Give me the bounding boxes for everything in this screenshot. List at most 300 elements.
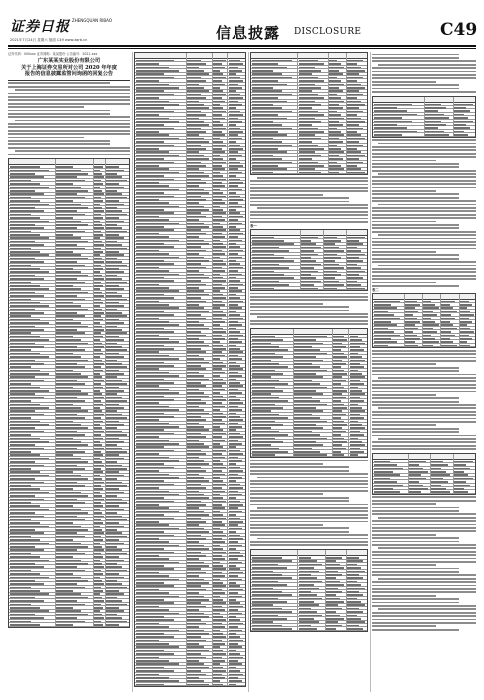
table-cell — [326, 571, 337, 573]
table-cell — [324, 247, 339, 249]
table-cell — [213, 484, 226, 486]
table-cell — [252, 114, 278, 116]
table-cell — [213, 250, 221, 252]
table-cell — [347, 131, 356, 133]
table-cell — [350, 400, 364, 402]
table-cell — [94, 214, 101, 216]
table-cell — [136, 677, 169, 679]
table-cell — [10, 492, 49, 494]
table-cell — [56, 326, 89, 328]
text-line — [372, 448, 476, 450]
table-cell — [213, 60, 226, 62]
table-cell — [56, 502, 85, 504]
table-cell — [187, 443, 204, 445]
table-cell — [213, 84, 225, 86]
table-cell — [136, 663, 179, 665]
table-cell — [136, 426, 179, 428]
table-cell — [187, 240, 204, 242]
text-line — [372, 251, 436, 253]
table-cell — [94, 427, 102, 429]
table-cell — [187, 613, 204, 615]
table-cell — [229, 524, 239, 526]
table-cell — [10, 299, 31, 301]
table-cell — [187, 162, 202, 164]
table-cell — [252, 598, 278, 600]
table-cell — [229, 263, 240, 265]
table-cell — [347, 277, 363, 279]
table-cell — [229, 294, 237, 296]
table-cell — [187, 158, 209, 160]
table-cell — [136, 97, 159, 99]
table-cell — [136, 592, 169, 594]
table-cell — [350, 360, 366, 362]
table-cell — [94, 617, 104, 619]
table-cell — [252, 397, 279, 399]
table-cell — [187, 497, 209, 499]
text-line — [250, 184, 368, 186]
table-cell — [329, 155, 339, 157]
table-cell — [324, 288, 337, 290]
table-cell — [187, 460, 204, 462]
table-cell — [10, 295, 44, 297]
table-cell — [229, 457, 239, 459]
table-cell — [213, 667, 223, 669]
table-cell — [136, 114, 159, 116]
table-cell — [10, 282, 31, 284]
table-cell — [94, 234, 103, 236]
table-cell — [229, 541, 239, 543]
table-cell — [56, 244, 77, 246]
table-cell — [213, 118, 225, 120]
table-cell — [441, 318, 455, 320]
text-line — [372, 193, 459, 195]
table-cell — [10, 624, 40, 626]
table-cell — [213, 365, 226, 367]
table-cell — [187, 345, 209, 347]
table-cell — [94, 563, 102, 565]
table-cell — [187, 348, 202, 350]
table-cell — [187, 677, 199, 679]
table-cell — [106, 614, 117, 616]
table-cell — [460, 307, 467, 309]
table-cell — [56, 190, 89, 192]
table-cell — [94, 451, 101, 453]
text-line — [378, 143, 476, 145]
table-cell — [94, 248, 101, 250]
table-cell — [187, 165, 207, 167]
table-cell — [229, 182, 244, 184]
table-cell — [56, 227, 77, 229]
table-cell — [106, 275, 117, 277]
table-cell — [213, 368, 221, 370]
table-cell — [252, 363, 279, 365]
table-cell — [294, 421, 328, 423]
table-cell — [187, 463, 209, 465]
text-line — [372, 605, 476, 607]
table-cell — [326, 588, 337, 590]
table-cell — [56, 434, 85, 436]
table-cell — [252, 274, 284, 276]
table-cell — [213, 138, 220, 140]
table-cell — [347, 560, 363, 562]
text-line — [372, 418, 476, 420]
table-cell — [94, 305, 99, 307]
table-cell — [252, 560, 291, 562]
table-cell — [94, 499, 104, 501]
table-cell — [460, 314, 474, 316]
text-line — [257, 538, 368, 540]
table-cell — [106, 221, 124, 223]
table-cell — [10, 248, 31, 250]
table-cell — [56, 617, 77, 619]
table-cell — [299, 588, 320, 590]
table-cell — [136, 385, 159, 387]
table-cell — [187, 474, 199, 476]
table-cell — [213, 80, 221, 82]
table-cell — [229, 351, 244, 353]
table-cell — [10, 278, 44, 280]
table-cell — [187, 653, 202, 655]
table-cell — [213, 657, 221, 659]
text-line — [372, 248, 476, 250]
table-cell — [333, 339, 347, 341]
table-cell — [106, 604, 126, 606]
table-cell — [252, 247, 279, 249]
table-cell — [187, 270, 199, 272]
table-cell — [106, 471, 119, 473]
text-line — [372, 411, 476, 413]
text-line — [372, 524, 476, 526]
table-cell — [229, 419, 244, 421]
table-cell — [56, 356, 81, 358]
table-cell — [56, 319, 73, 321]
table-cell — [333, 400, 340, 402]
table-cell — [229, 314, 240, 316]
title-line: 广东某某实业股份有限公司 — [37, 58, 101, 64]
table-cell — [454, 131, 464, 133]
text-line — [250, 303, 323, 305]
table-cell — [10, 265, 31, 267]
table-cell — [329, 141, 343, 143]
table-cell — [350, 390, 362, 392]
table-cell — [94, 200, 103, 202]
masthead — [8, 8, 476, 48]
table-cell — [329, 148, 341, 150]
body-text-block — [250, 293, 368, 325]
table-cell — [187, 250, 207, 252]
text-line — [372, 571, 459, 573]
table-cell — [106, 315, 126, 317]
text-line — [250, 197, 349, 199]
table-cell — [329, 151, 345, 153]
table-cell — [136, 545, 179, 547]
table-cell — [106, 610, 124, 612]
table-cell — [252, 360, 271, 362]
table-cell — [187, 107, 209, 109]
text-line — [372, 537, 459, 539]
table-cell — [252, 451, 287, 453]
table-cell — [136, 463, 164, 465]
table-cell — [229, 60, 240, 62]
table-cell — [423, 345, 433, 347]
text-line — [372, 507, 459, 509]
table-cell — [136, 294, 164, 296]
text-line — [250, 487, 368, 489]
table-cell — [329, 101, 345, 103]
table-cell — [252, 145, 291, 147]
table-cell — [94, 204, 99, 206]
table-cell — [347, 134, 361, 136]
table-cell — [294, 387, 328, 389]
table-cell — [213, 284, 221, 286]
table-cell — [106, 309, 117, 311]
table-cell — [106, 265, 126, 267]
table-cell — [299, 567, 314, 569]
table-cell — [106, 217, 119, 219]
table-cell — [136, 474, 169, 476]
table-cell — [136, 606, 159, 608]
table-cell — [347, 90, 358, 92]
table-cell — [10, 363, 44, 365]
table-row — [373, 344, 475, 347]
text-line — [372, 160, 436, 162]
table-cell — [187, 151, 199, 153]
text-line — [250, 480, 368, 482]
table-cell — [454, 488, 464, 490]
table-cell — [10, 204, 49, 206]
table-cell — [106, 543, 124, 545]
table-cell — [252, 346, 279, 348]
table-cell — [213, 389, 225, 391]
table-cell — [347, 77, 363, 79]
table-cell — [374, 324, 397, 326]
table-cell — [10, 166, 40, 168]
table-cell — [94, 590, 103, 592]
table-cell — [213, 653, 226, 655]
table-cell — [136, 155, 179, 157]
table-cell — [187, 480, 209, 482]
table-cell — [136, 270, 169, 272]
table-cell — [229, 348, 240, 350]
table-cell — [329, 168, 345, 170]
table-cell — [213, 101, 225, 103]
table-cell — [136, 396, 164, 398]
table-cell — [213, 372, 225, 374]
table-cell — [213, 202, 225, 204]
table-cell — [229, 558, 239, 560]
table-cell — [347, 121, 365, 123]
table-cell — [229, 280, 240, 282]
body-text-block — [372, 496, 476, 630]
table-cell — [106, 166, 119, 168]
table-cell — [56, 234, 73, 236]
table-cell — [350, 444, 366, 446]
table-cell — [94, 526, 99, 528]
text-line — [250, 296, 368, 298]
table-cell — [347, 588, 365, 590]
table-cell — [329, 87, 339, 89]
table-cell — [454, 471, 464, 473]
table-cell — [56, 458, 81, 460]
table-cell — [213, 528, 220, 530]
table-cell — [136, 328, 164, 330]
table-cell — [252, 90, 282, 92]
table-cell — [94, 465, 104, 467]
body-text-block — [372, 139, 476, 287]
table-cell — [106, 271, 124, 273]
table-cell — [106, 180, 126, 182]
table-cell — [454, 481, 466, 483]
table-cell — [213, 413, 223, 415]
text-line — [372, 271, 476, 273]
table-cell — [460, 341, 467, 343]
table-cell — [187, 470, 207, 472]
table-cell — [106, 258, 117, 260]
table-cell — [213, 568, 226, 570]
text-line — [372, 176, 476, 178]
text-line — [372, 363, 436, 365]
text-line — [372, 500, 476, 502]
text-line — [250, 218, 368, 220]
text-line — [372, 74, 476, 76]
table-cell — [333, 346, 345, 348]
table-cell — [213, 260, 223, 262]
text-line — [372, 622, 476, 624]
table-cell — [229, 165, 244, 167]
table-cell — [423, 304, 435, 306]
table-cell — [229, 406, 239, 408]
table-cell — [252, 356, 283, 358]
table-cell — [10, 336, 40, 338]
table-cell — [333, 444, 342, 446]
table-cell — [136, 460, 179, 462]
table-cell — [229, 155, 242, 157]
table-cell — [229, 94, 240, 96]
table-cell — [252, 577, 291, 579]
table-cell — [213, 487, 221, 489]
table-cell — [299, 141, 313, 143]
table-cell — [56, 553, 85, 555]
table-cell — [187, 491, 199, 493]
table-cell — [94, 193, 104, 195]
table-cell — [136, 277, 164, 279]
table-cell — [324, 260, 334, 262]
table-cell — [94, 404, 103, 406]
table-cell — [136, 372, 169, 374]
table-cell — [136, 189, 179, 191]
table-cell — [136, 162, 174, 164]
table-cell — [10, 275, 35, 277]
table-cell — [333, 417, 340, 419]
table-cell — [94, 309, 102, 311]
text-line — [378, 578, 476, 580]
text-line — [372, 394, 436, 396]
text-line — [372, 595, 436, 597]
table-cell — [294, 438, 328, 440]
table-cell — [106, 492, 124, 494]
table-cell — [252, 618, 287, 620]
table-cell — [187, 182, 207, 184]
table-cell — [94, 607, 103, 609]
table-cell — [136, 263, 174, 265]
table-cell — [299, 608, 312, 610]
table-cell — [10, 183, 40, 185]
table-cell — [423, 324, 439, 326]
table-cell — [299, 577, 317, 579]
table-cell — [136, 233, 159, 235]
table-cell — [106, 376, 117, 378]
table-cell — [10, 448, 44, 450]
table-cell — [425, 114, 444, 116]
table-cell — [136, 514, 164, 516]
table-cell — [299, 114, 325, 116]
table-cell — [136, 450, 174, 452]
table-cell — [229, 118, 239, 120]
table-cell — [136, 596, 179, 598]
table-cell — [94, 431, 104, 433]
table-cell — [350, 410, 366, 412]
table-cell — [56, 580, 89, 582]
table-cell — [229, 531, 237, 533]
table-cell — [229, 101, 239, 103]
table-cell — [405, 301, 417, 303]
masthead-rule — [8, 45, 476, 47]
table-cell — [136, 640, 159, 642]
table-cell — [10, 505, 40, 507]
table-cell — [10, 417, 31, 419]
table-cell — [94, 366, 101, 368]
table-cell — [56, 207, 89, 209]
table-cell — [10, 356, 49, 358]
table-cell — [324, 284, 344, 286]
table-cell — [374, 124, 397, 126]
table-cell — [94, 176, 104, 178]
table-cell — [136, 260, 164, 262]
table-cell — [374, 114, 417, 116]
table-cell — [294, 346, 312, 348]
table-cell — [213, 199, 221, 201]
table-cell — [56, 214, 85, 216]
table-cell — [252, 80, 278, 82]
table-cell — [213, 243, 223, 245]
table-cell — [229, 396, 237, 398]
table-cell — [347, 271, 365, 273]
text-line — [372, 625, 436, 627]
table-cell — [252, 383, 287, 385]
table-cell — [299, 581, 323, 583]
table-cell — [350, 427, 366, 429]
table-cell — [229, 440, 239, 442]
table-cell — [187, 196, 202, 198]
text-line — [378, 377, 476, 379]
table-cell — [409, 491, 421, 493]
table-cell — [94, 458, 99, 460]
table-cell — [213, 375, 220, 377]
table-cell — [94, 258, 102, 260]
table-cell — [56, 421, 73, 423]
table-cell — [229, 368, 244, 370]
table-cell — [187, 206, 204, 208]
table-cell — [56, 404, 73, 406]
table-cell — [136, 226, 164, 228]
table-cell — [187, 457, 199, 459]
table-cell — [94, 407, 99, 409]
table-cell — [187, 579, 204, 581]
table-cell — [329, 97, 341, 99]
table-cell — [213, 494, 220, 496]
table-cell — [326, 591, 342, 593]
table-cell — [106, 580, 117, 582]
